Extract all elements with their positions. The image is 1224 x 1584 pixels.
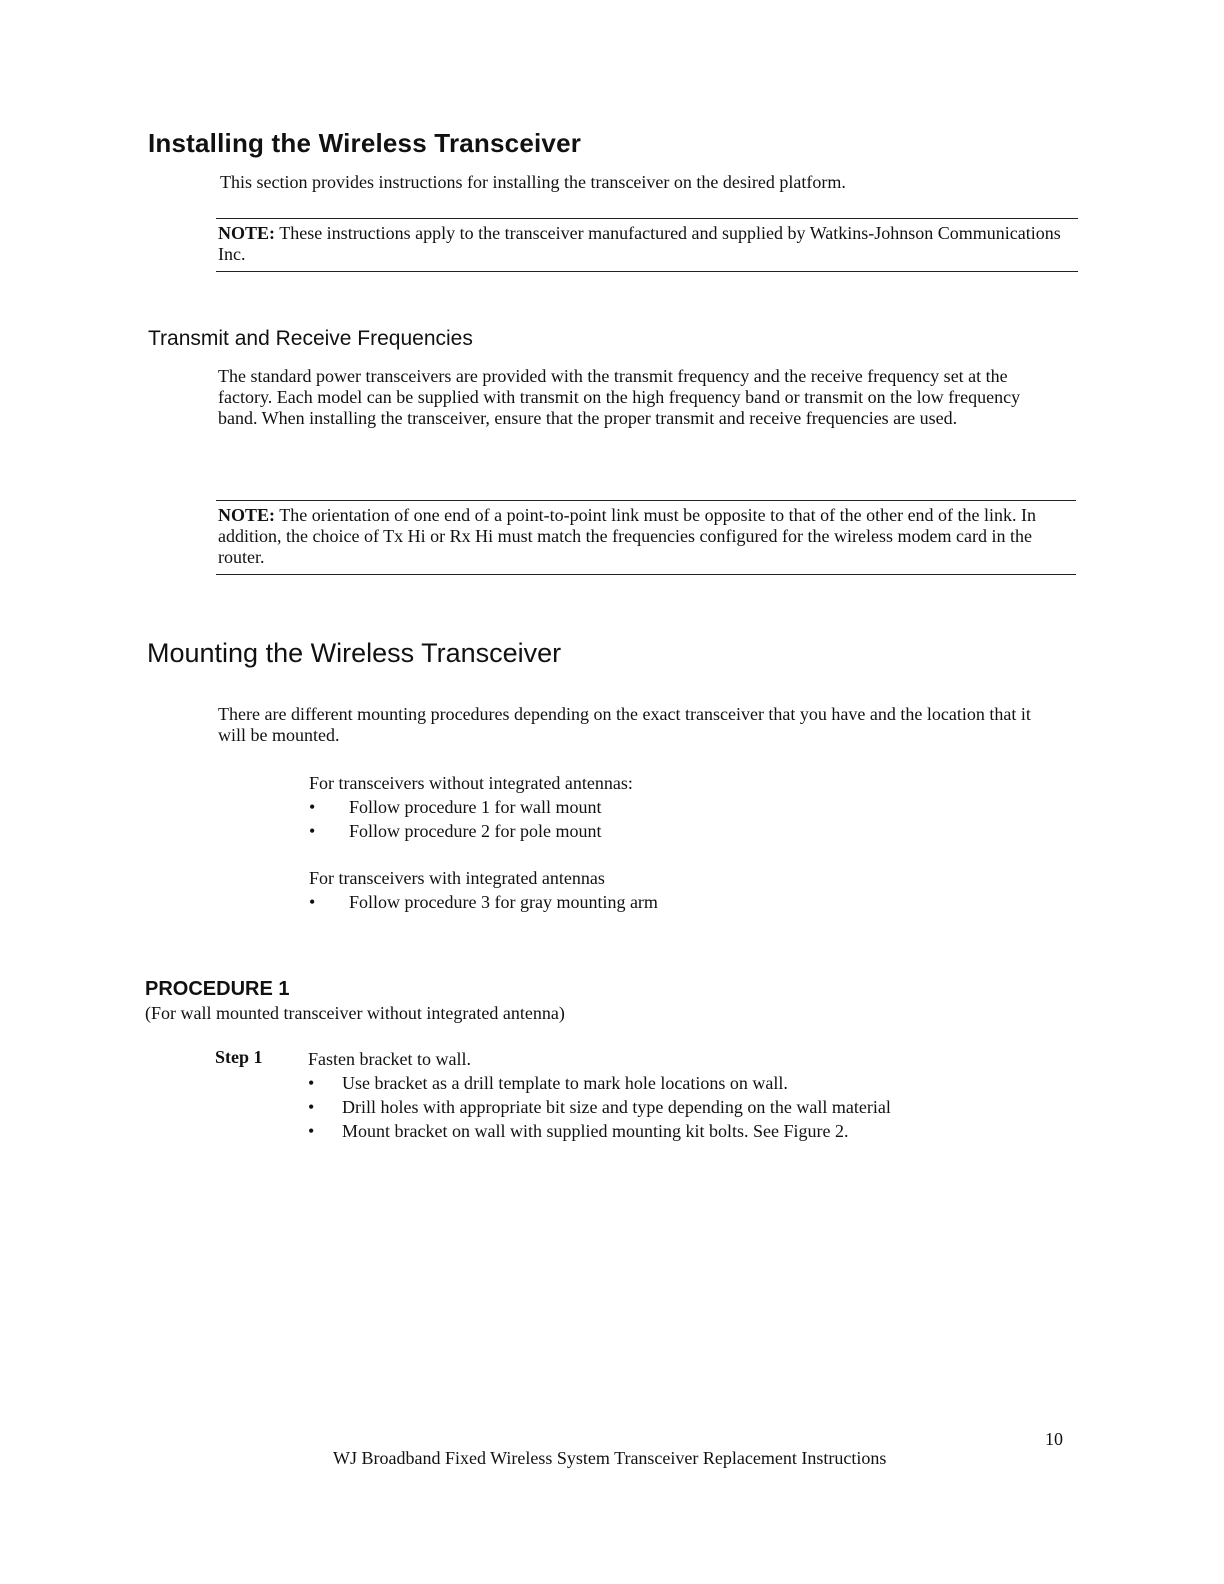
note-label: NOTE: [218,505,276,525]
list-item-text: Mount bracket on wall with supplied mounting kit bolts. See Figure 2. [342,1121,849,1141]
section-title-installing: Installing the Wireless Transceiver [148,128,582,158]
section-intro: This section provides instructions for installing the transceiver on the desired platform. [220,172,846,192]
step-content [308,1047,1008,1143]
list-item-text: Follow procedure 3 for gray mounting arm [349,892,658,912]
note-box-manufacturer [216,218,1078,272]
list-item [308,1119,1008,1143]
bullet-icon: • [309,821,316,841]
bullet-icon: • [308,1121,315,1141]
procedure-title: PROCEDURE 1 [145,978,290,1000]
bullet-list [309,795,1009,843]
list-item [309,795,1009,819]
page-number: 10 [1045,1429,1063,1449]
note-box-orientation [216,500,1076,575]
bullet-icon: • [309,892,316,912]
procedure-subtitle: (For wall mounted transceiver without integrated antenna) [145,1003,565,1023]
list-item [308,1095,1008,1119]
section-title-mounting: Mounting the Wireless Transceiver [147,638,562,668]
group-heading: For transceivers with integrated antennas [309,868,605,888]
bullet-icon: • [308,1097,315,1117]
mounting-group-with-antennas [309,866,1009,914]
list-item-text: Use bracket as a drill template to mark hole locations on wall. [342,1073,788,1093]
step-label: Step 1 [215,1047,263,1067]
list-item-text: Follow procedure 2 for pole mount [349,821,602,841]
note-text: The orientation of one end of a point-to-point link must be opposite to that of the other end of the link. In addition, the choice of Tx Hi or Rx Hi must match the frequencies configured for the wireless modem card in the router. [218,505,1037,567]
list-item-text: Drill holes with appropriate bit size and type depending on the wall material [342,1097,891,1117]
frequencies-paragraph: The standard power transceivers are provided with the transmit frequency and the receive frequency set at the factory. Each model can be supplied with transmit on the high frequency band or transmit on the low frequency band. When installing the transceiver, ensure that the proper transmit and receive frequencies are used. [218,366,1021,428]
bullet-icon: • [308,1073,315,1093]
bullet-icon: • [309,797,316,817]
mounting-group-without-antennas [309,771,1009,843]
page-footer: WJ Broadband Fixed Wireless System Transceiver Replacement Instructions [333,1448,887,1468]
step-text: Fasten bracket to wall. [308,1049,471,1069]
list-item [309,890,1009,914]
subsection-title-frequencies: Transmit and Receive Frequencies [148,327,473,350]
list-item [309,819,1009,843]
step-bullet-list [308,1071,1008,1143]
note-label: NOTE: [218,223,276,243]
list-item-text: Follow procedure 1 for wall mount [349,797,602,817]
mounting-intro: There are different mounting procedures depending on the exact transceiver that you have and the location that it will be mounted. [218,704,1031,745]
list-item [308,1071,1008,1095]
group-heading: For transceivers without integrated antennas: [309,773,633,793]
bullet-list [309,890,1009,914]
note-text: These instructions apply to the transceiver manufactured and supplied by Watkins-Johnson Communications Inc. [218,223,1061,264]
